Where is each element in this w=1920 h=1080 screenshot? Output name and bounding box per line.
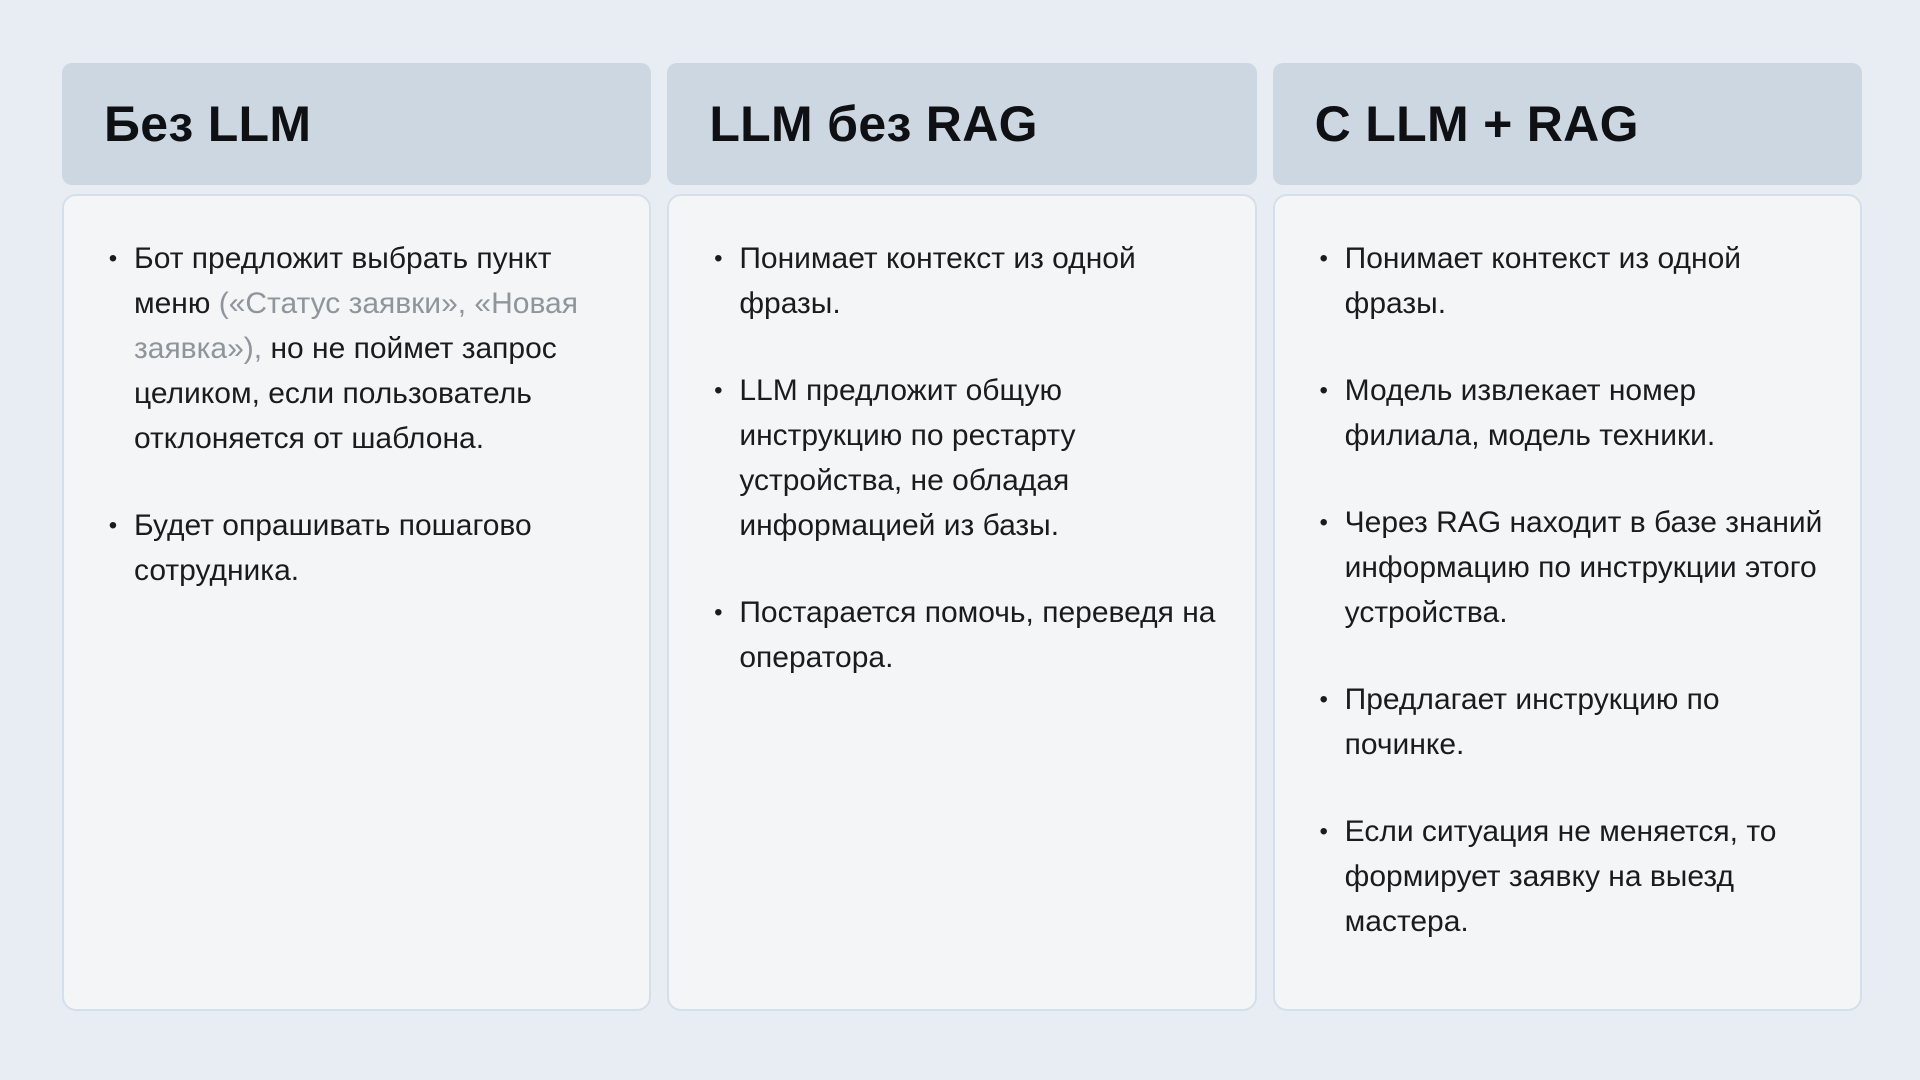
bullet-dot-icon: • bbox=[108, 245, 118, 272]
text-segment: Если ситуация не меняется, то формирует заявку на выезд мастера. bbox=[1344, 815, 1777, 938]
bullet-item bbox=[1303, 500, 1830, 635]
bullet-item bbox=[1303, 809, 1830, 944]
bullet-text bbox=[739, 368, 1224, 548]
text-segment: Бот предложит выбрать пункт меню bbox=[134, 242, 552, 320]
bullet-dot-icon: • bbox=[1319, 509, 1328, 536]
column-body-card bbox=[62, 194, 651, 1011]
bullet-item bbox=[92, 503, 619, 593]
text-segment: Будет опрашивать пошагово сотрудника. bbox=[134, 509, 532, 587]
bullet-dot-icon: • bbox=[714, 245, 723, 272]
bullet-item bbox=[697, 236, 1224, 326]
text-segment: Понимает контекст из одной фразы. bbox=[1344, 242, 1742, 320]
column-header-card bbox=[1273, 63, 1862, 185]
column-llm-without-rag bbox=[667, 63, 1256, 1011]
column-header-card bbox=[62, 63, 651, 185]
column-body-card bbox=[667, 194, 1256, 1011]
bullet-dot-icon: • bbox=[108, 512, 118, 539]
text-segment: Понимает контекст из одной фразы. bbox=[739, 242, 1136, 320]
muted-text-segment: («Статус заявки», «Новая заявка»), bbox=[134, 287, 578, 365]
bullet-text bbox=[134, 503, 619, 593]
bullet-text bbox=[1345, 368, 1830, 458]
bullet-dot-icon: • bbox=[714, 377, 723, 404]
column-header-title: LLM без RAG bbox=[709, 96, 1038, 152]
bullet-dot-icon: • bbox=[1319, 245, 1328, 272]
text-segment: Предлагает инструкцию по починке. bbox=[1344, 683, 1720, 761]
text-segment: Постарается помочь, переведя на оператора. bbox=[739, 596, 1216, 674]
bullet-item bbox=[1303, 236, 1830, 326]
text-segment: LLM предложит общую инструкцию по рестарту устройства, не обладая информацией из базы. bbox=[739, 374, 1076, 542]
column-header-card bbox=[667, 63, 1256, 185]
text-segment: Модель извлекает номер филиала, модель техники. bbox=[1344, 374, 1716, 452]
column-llm-with-rag bbox=[1273, 63, 1862, 1011]
bullet-list bbox=[697, 236, 1224, 680]
column-body-card bbox=[1273, 194, 1862, 1011]
bullet-text bbox=[739, 236, 1224, 326]
bullet-item bbox=[1303, 368, 1830, 458]
bullet-list bbox=[1303, 236, 1830, 944]
bullet-text bbox=[1345, 809, 1830, 944]
comparison-board bbox=[62, 63, 1862, 1011]
column-header-title: С LLM + RAG bbox=[1314, 96, 1639, 152]
bullet-text bbox=[1345, 236, 1830, 326]
bullet-list bbox=[92, 236, 619, 593]
bullet-text bbox=[1345, 500, 1830, 635]
bullet-dot-icon: • bbox=[714, 599, 723, 626]
text-segment: но не поймет запрос целиком, если пользователь отклоняется от шаблона. bbox=[134, 332, 557, 455]
bullet-item bbox=[1303, 677, 1830, 767]
bullet-text bbox=[134, 236, 619, 461]
bullet-item bbox=[697, 590, 1224, 680]
bullet-dot-icon: • bbox=[1319, 818, 1328, 845]
bullet-item bbox=[697, 368, 1224, 548]
bullet-dot-icon: • bbox=[1319, 686, 1328, 713]
column-header-title: Без LLM bbox=[104, 96, 312, 152]
bullet-text bbox=[1345, 677, 1830, 767]
bullet-text bbox=[739, 590, 1224, 680]
column-no-llm bbox=[62, 63, 651, 1011]
text-segment: Через RAG находит в базе знаний информацию по инструкции этого устройства. bbox=[1344, 506, 1823, 629]
bullet-item bbox=[92, 236, 619, 461]
bullet-dot-icon: • bbox=[1319, 377, 1328, 404]
